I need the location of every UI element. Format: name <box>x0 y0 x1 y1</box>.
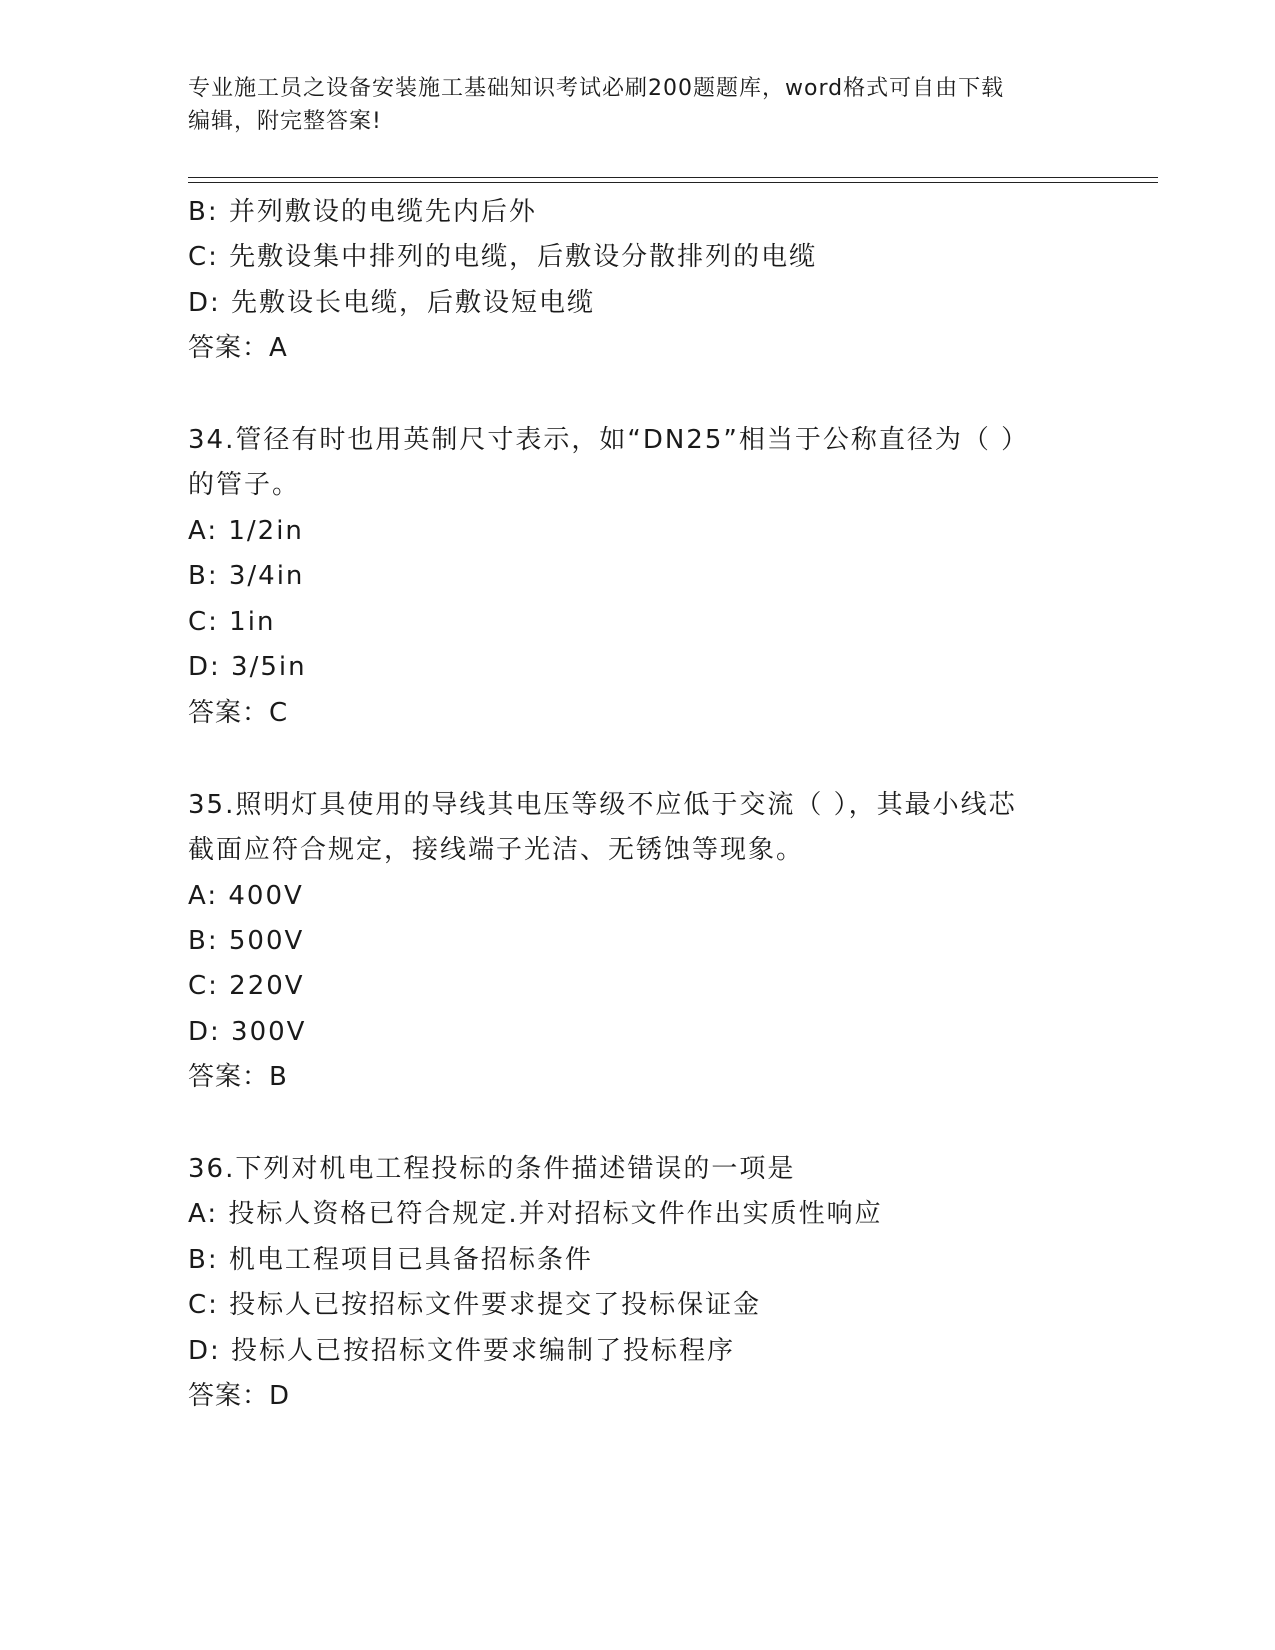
text-line: 的管子。 <box>188 470 301 500</box>
text-line: A: 投标人资格已符合规定.并对招标文件作出实质性响应 <box>188 1199 883 1229</box>
text-line: B: 3/4in <box>188 561 305 591</box>
text-line: B: 并列敷设的电缆先内后外 <box>188 197 537 227</box>
document-header <box>188 72 1088 138</box>
text-line: D: 300V <box>188 1017 307 1047</box>
text-line: 34.管径有时也用英制尺寸表示，如“DN25”相当于公称直径为（ ） <box>188 425 1030 455</box>
text-line: A: 1/2in <box>188 516 304 546</box>
text-line: B: 机电工程项目已具备招标条件 <box>188 1245 593 1275</box>
text-line: C: 先敷设集中排列的电缆，后敷设分散排列的电缆 <box>188 242 818 272</box>
text-line: D: 3/5in <box>188 652 307 682</box>
text-line: 截面应符合规定，接线端子光洁、无锈蚀等现象。 <box>188 835 805 865</box>
header-divider-top <box>188 177 1158 178</box>
header-line-1: 专业施工员之设备安装施工基础知识考试必刷200题题库，word格式可自由下载 <box>188 76 1005 101</box>
text-line: B: 500V <box>188 926 305 956</box>
text-line: A: 400V <box>188 881 304 911</box>
answer-line: 答案：D <box>188 1381 291 1411</box>
text-line: C: 投标人已按招标文件要求提交了投标保证金 <box>188 1290 762 1320</box>
header-divider-bottom <box>188 182 1158 183</box>
text-line: D: 先敷设长电缆，后敷设短电缆 <box>188 288 596 318</box>
text-line: 36.下列对机电工程投标的条件描述错误的一项是 <box>188 1154 796 1184</box>
answer-line: 答案：C <box>188 698 289 728</box>
text-line: D: 投标人已按招标文件要求编制了投标程序 <box>188 1336 736 1366</box>
text-line: 35.照明灯具使用的导线其电压等级不应低于交流（ ），其最小线芯 <box>188 790 1017 820</box>
answer-line: 答案：B <box>188 1062 288 1092</box>
header-line-2: 编辑，附完整答案! <box>188 109 382 134</box>
answer-line: 答案：A <box>188 333 288 363</box>
text-line: C: 220V <box>188 971 305 1001</box>
text-line: C: 1in <box>188 607 276 637</box>
